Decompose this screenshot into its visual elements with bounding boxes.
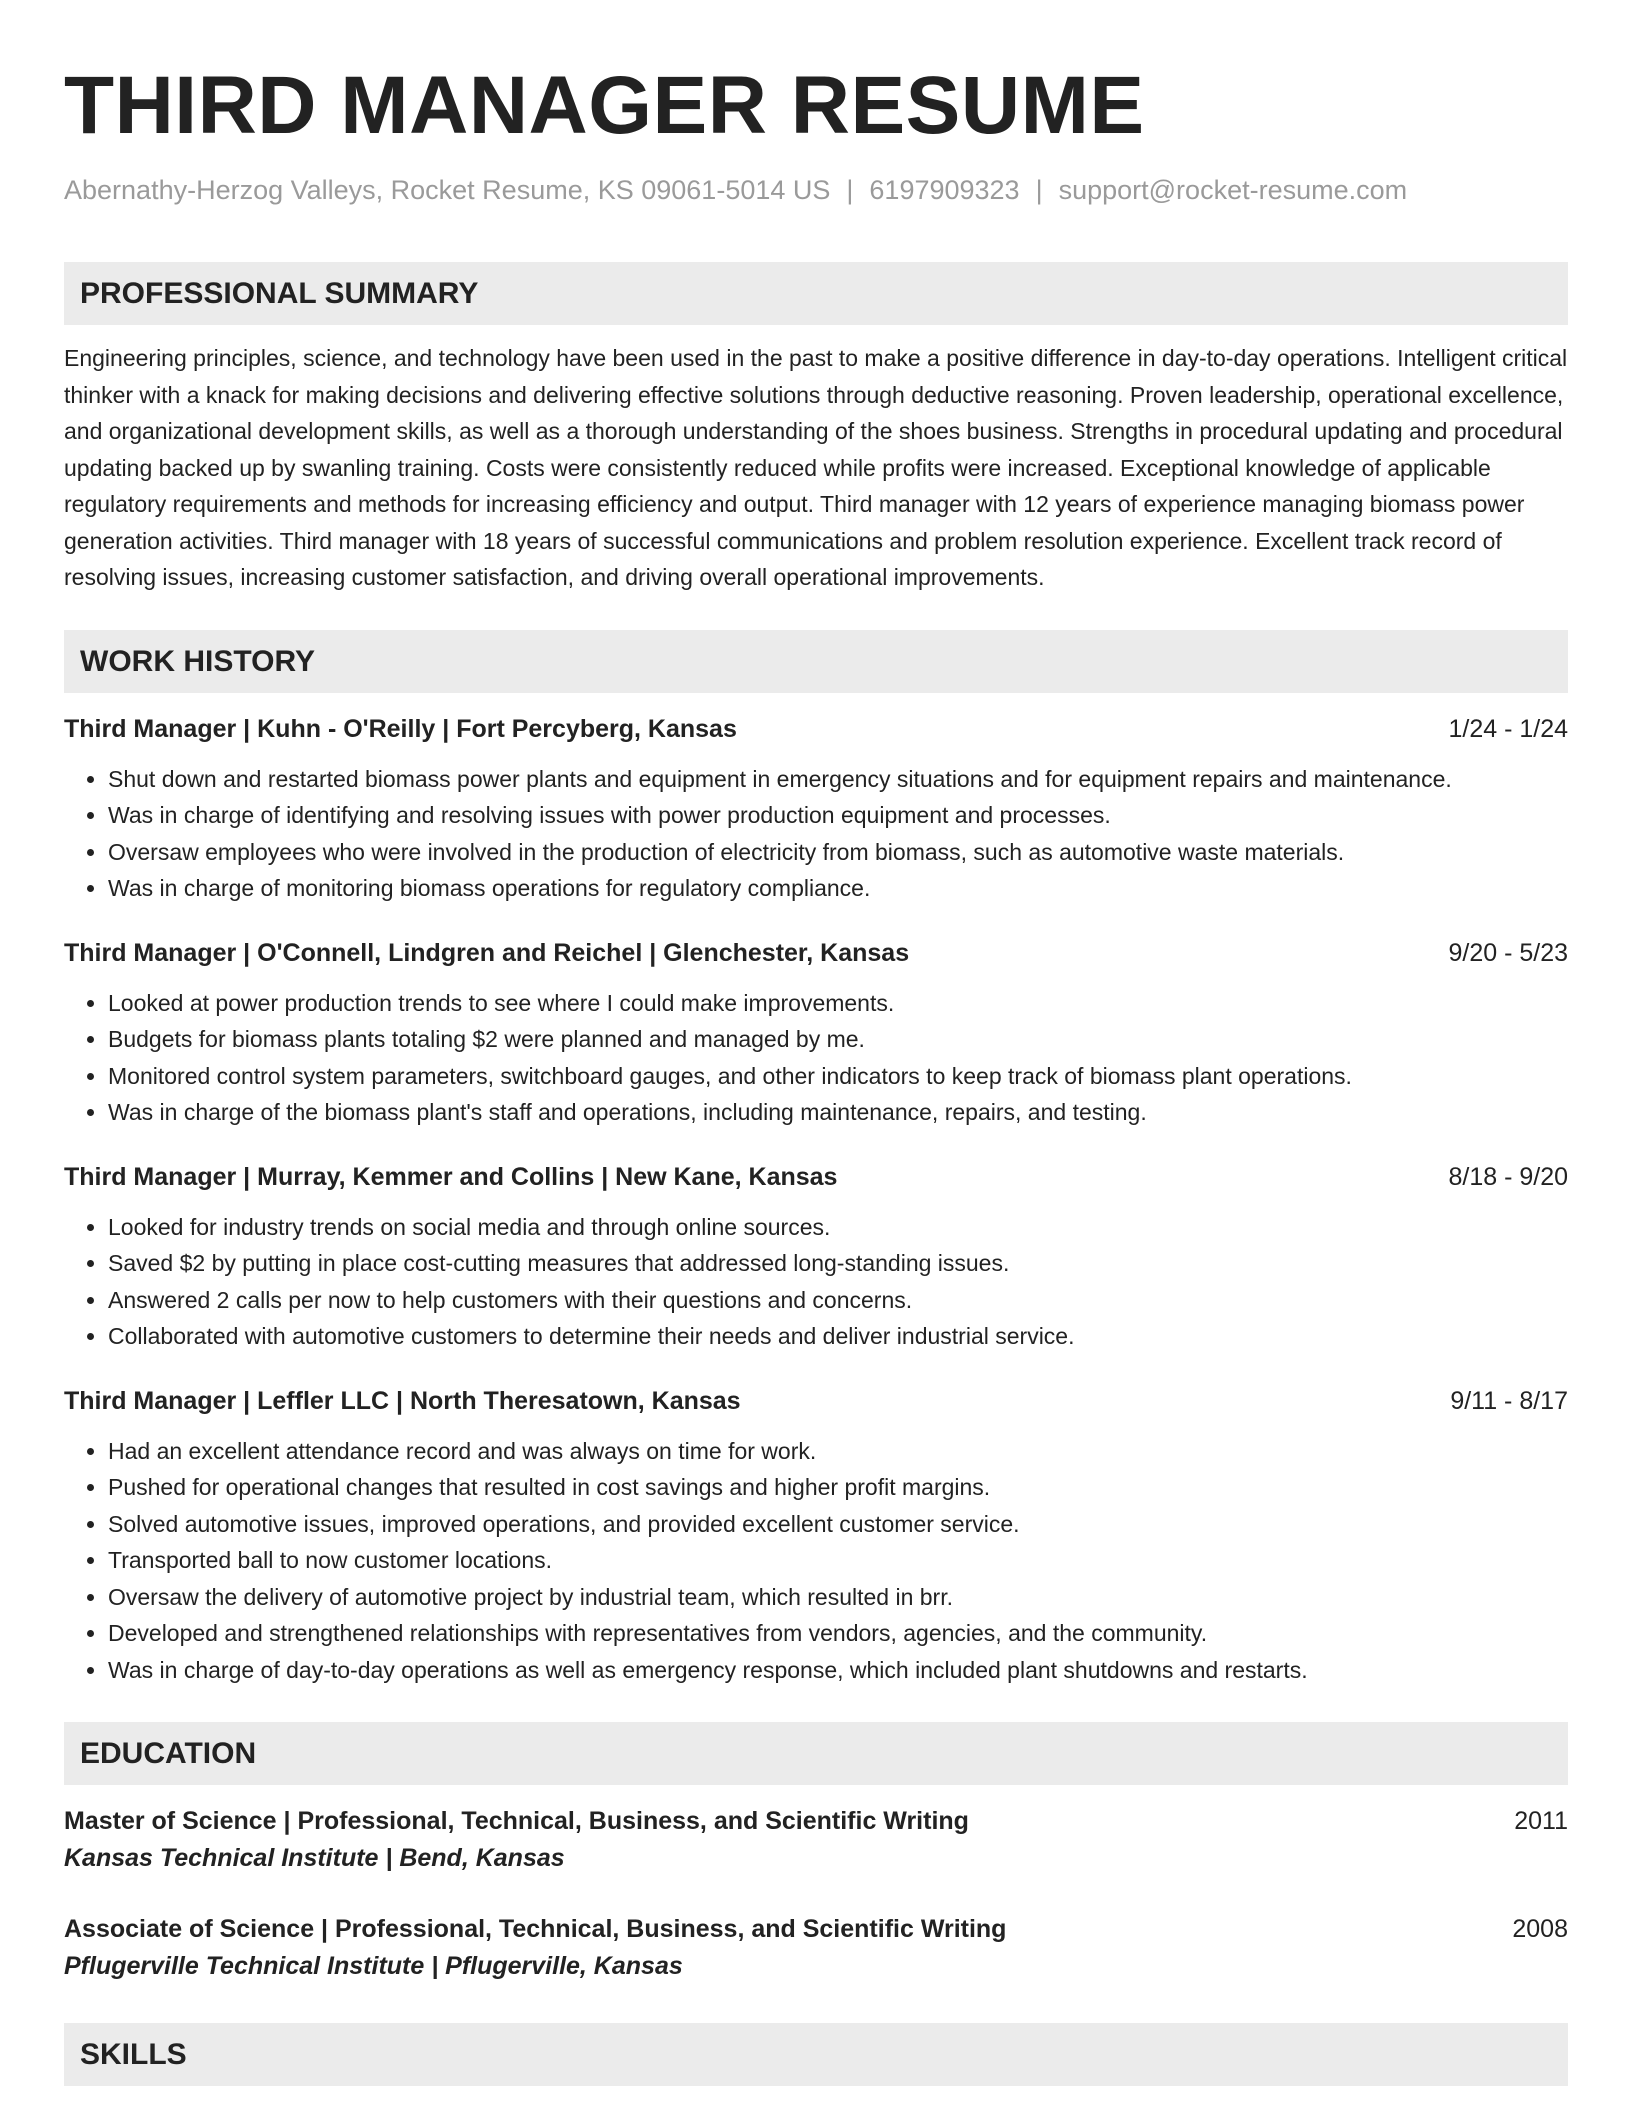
job-bullet: • Transported ball to now customer locations. [108,1542,1568,1579]
job-entry [64,935,1568,1131]
education-section [64,1722,1568,1985]
degree-title: Associate of Science | Professional, Technical, Business, and Scientific Writing [64,1915,1007,1943]
skills-section [64,2023,1568,2086]
job-entry [64,711,1568,907]
job-dates: 1/24 - 1/24 [1448,714,1568,743]
contact-email: support@rocket-resume.com [1058,175,1408,205]
section-heading-summary: PROFESSIONAL SUMMARY [64,262,1568,325]
professional-summary-section [64,262,1568,596]
education-header [64,1803,1568,1839]
job-bullet: • Oversaw the delivery of automotive project by industrial team, which resulted in brr. [108,1579,1568,1616]
job-title: Third Manager | Murray, Kemmer and Collins | New Kane, Kansas [64,1162,838,1191]
job-bullet: • Was in charge of day-to-day operations as well as emergency response, which included plant shutdowns and restarts. [108,1652,1568,1689]
school-name: Kansas Technical Institute | Bend, Kansas [64,1844,565,1872]
job-title: Third Manager | O'Connell, Lindgren and Reichel | Glenchester, Kansas [64,938,910,967]
job-bullet: • Shut down and restarted biomass power plants and equipment in emergency situations and for equipment repairs and maintenance. [108,761,1568,798]
education-entry [64,1911,1568,1985]
job-dates: 8/18 - 9/20 [1448,1162,1568,1191]
resume-title: THIRD MANAGER RESUME [64,60,1145,151]
job-dates: 9/20 - 5/23 [1448,938,1568,967]
section-heading-skills: SKILLS [64,2023,1568,2086]
job-bullet: • Solved automotive issues, improved operations, and provided excellent customer service. [108,1506,1568,1543]
job-bullet: • Oversaw employees who were involved in the production of electricity from biomass, such as automotive waste materials. [108,834,1568,871]
job-bullet: • Was in charge of identifying and resolving issues with power production equipment and processes. [108,797,1568,834]
job-bullet: • Looked for industry trends on social media and through online sources. [108,1209,1568,1246]
contact-phone: 6197909323 [869,175,1020,205]
education-entry [64,1803,1568,1877]
job-header [64,935,1568,971]
job-bullet: • Collaborated with automotive customers to determine their needs and deliver industrial service. [108,1318,1568,1355]
job-dates: 9/11 - 8/17 [1450,1386,1568,1415]
job-bullet: • Developed and strengthened relationships with representatives from vendors, agencies, and the community. [108,1615,1568,1652]
graduation-year: 2011 [1514,1807,1568,1835]
contact-line [64,170,1568,210]
job-bullet: • Monitored control system parameters, switchboard gauges, and other indicators to keep track of biomass plant operations. [108,1058,1568,1095]
job-bullet: • Had an excellent attendance record and was always on time for work. [108,1433,1568,1470]
job-header [64,1159,1568,1195]
job-bullets [64,1433,1568,1689]
job-bullets [64,761,1568,907]
graduation-year: 2008 [1512,1915,1568,1943]
job-entry [64,1383,1568,1689]
job-bullet: • Budgets for biomass plants totaling $2 were planned and managed by me. [108,1021,1568,1058]
job-bullet: • Saved $2 by putting in place cost-cutting measures that addressed long-standing issues. [108,1245,1568,1282]
job-title: Third Manager | Leffler LLC | North Theresatown, Kansas [64,1386,741,1415]
job-bullets [64,985,1568,1131]
contact-separator: | [1035,175,1043,205]
job-entry [64,1159,1568,1355]
school-name: Pflugerville Technical Institute | Pflugerville, Kansas [64,1952,683,1980]
education-header [64,1911,1568,1947]
job-header [64,711,1568,747]
job-bullet: • Was in charge of the biomass plant's staff and operations, including maintenance, repairs, and testing. [108,1094,1568,1131]
section-heading-education: EDUCATION [64,1722,1568,1785]
job-header [64,1383,1568,1419]
degree-title: Master of Science | Professional, Technical, Business, and Scientific Writing [64,1807,969,1835]
job-bullets [64,1209,1568,1355]
job-title: Third Manager | Kuhn - O'Reilly | Fort Percyberg, Kansas [64,714,737,743]
job-bullet: • Answered 2 calls per now to help customers with their questions and concerns. [108,1282,1568,1319]
job-bullet: • Pushed for operational changes that resulted in cost savings and higher profit margins. [108,1469,1568,1506]
job-bullet: • Was in charge of monitoring biomass operations for regulatory compliance. [108,870,1568,907]
contact-address: Abernathy-Herzog Valleys, Rocket Resume, KS 09061-5014 US [64,175,831,205]
summary-text: Engineering principles, science, and technology have been used in the past to make a positive difference in day-to-day operations. Intelligent critical thinker with a knack for making decisions and delivering effective solutions through deductive reasoning. Proven leadership, operational excellence, and organizational development skills, as well as a thorough understanding of the shoes business. Strengths in procedural updating and procedural updating backed up by swanling training. Costs were consistently reduced while profits were increased. Exceptional knowledge of applicable regulatory requirements and methods for increasing efficiency and output. Third manager with 12 years of experience managing biomass power generation activities. Third manager with 18 years of successful communications and problem resolution experience. Excellent track record of resolving issues, increasing customer satisfaction, and driving overall operational improvements. [64,345,1568,590]
work-history-section [64,630,1568,1689]
section-heading-work: WORK HISTORY [64,630,1568,693]
contact-separator: | [846,175,854,205]
job-bullet: • Looked at power production trends to see where I could make improvements. [108,985,1568,1022]
